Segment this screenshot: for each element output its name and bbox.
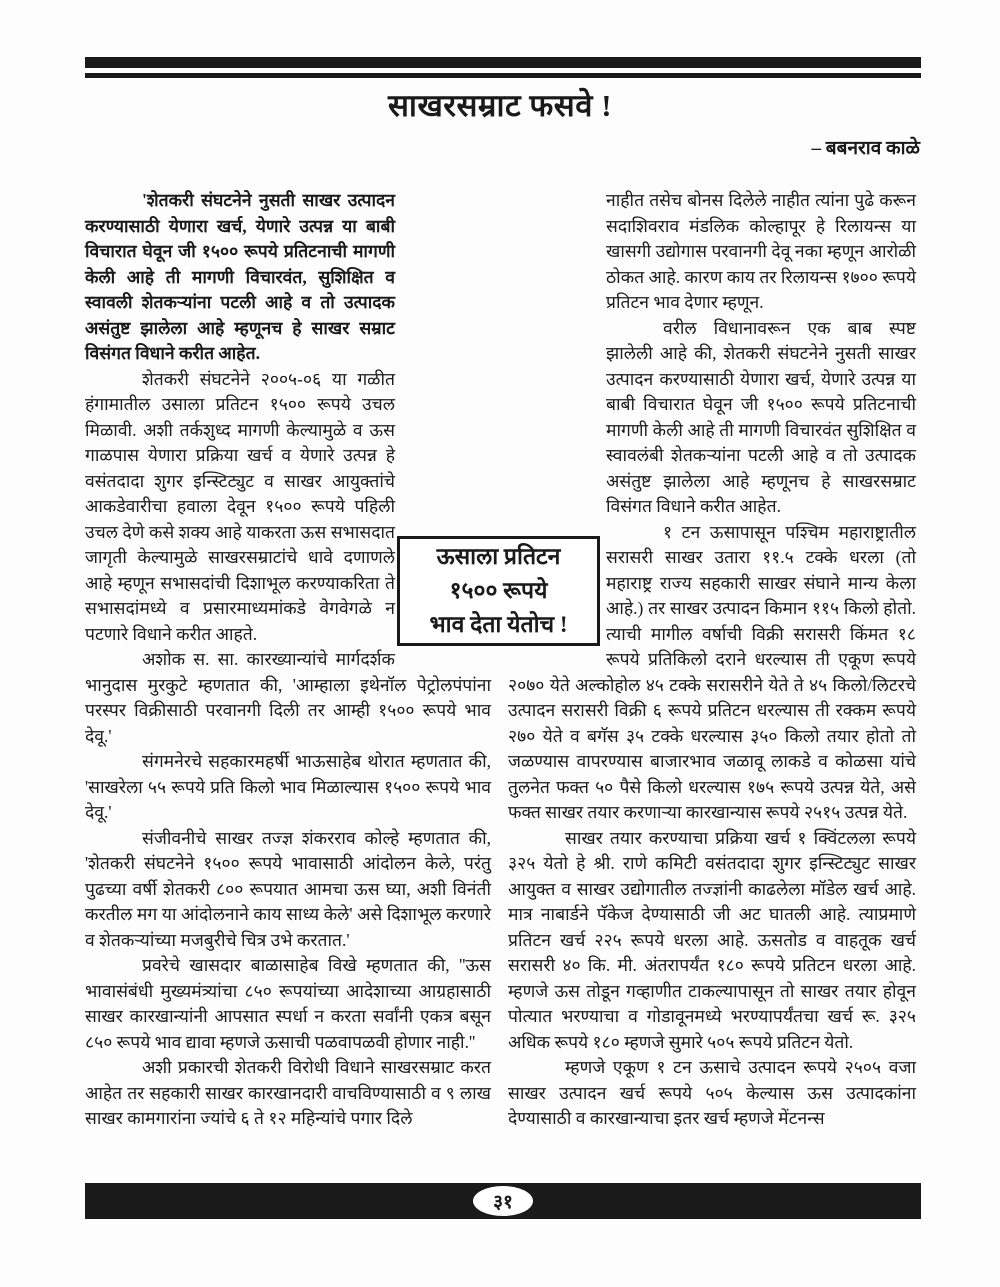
paragraph: अशोक स. सा. कारख्यान्यांचे मार्गदर्शक भानुदास मुरकुटे म्हणतात की, 'आम्हाला इथेनॉल पेट्रोलपंपांना परस्पर विक्रीसाठी परवानगी दिली तर आम्ही १५०० रूपये भाव देवू.'	[85, 649, 491, 746]
page-number-badge	[473, 1186, 533, 1216]
paragraph: म्हणजे एकूण १ टन ऊसाचे उत्पादन रूपये २५०५ वजा साखर उत्पादन खर्च रूपये ५०५ केल्यास ऊस उत्पादकांना देण्यासाठी व कारखान्याचा इतर खर्च म्हणजे मेंटनन्स	[508, 1057, 916, 1128]
header-rule-thick	[85, 57, 921, 68]
highlight-box	[397, 536, 600, 646]
paragraph: नाहीत तसेच बोनस दिलेले नाहीत त्यांना पुढे करून सदाशिवराव मंडलिक कोल्हापूर हे रिलायन्स या खासगी उद्योगास परवानगी देवू नका म्हणून आरोळी ठोकत आहे. कारण काय तर रिलायन्स १७०० रूपये प्रतिटन भाव देणार म्हणून.	[606, 190, 916, 312]
left-column	[85, 188, 491, 1132]
right-column	[508, 188, 916, 1132]
article-title: साखरसम्राट फसवे !	[387, 88, 613, 123]
paragraph: संजीवनीचे साखर तज्ज्ञ शंकरराव कोल्हे म्हणतात की, 'शेतकरी संघटनेने १५०० रूपये भावासाठी आंदोलन केले, परंतु पुढच्या वर्षी शेतकरी ८०० रूपयात आमचा ऊस घ्या, अशी विनंती करतील मग या आंदोलनाने काय साध्य केले' असे दिशाभूल करणारे व शेतकऱ्यांच्या मजबुरीचे चित्र उभे करतात.'	[85, 827, 491, 950]
paragraph: शेतकरी संघटनेने २००५-०६ या गळीत हंगामातील उसाला प्रतिटन १५०० रूपये उचल मिळावी. अशी तर्कशुध्द मागणी केल्यामुळे व ऊस गाळपास येणारा प्रक्रिया खर्च व येणारे उत्पन्न हे वसंतदादा शुगर इन्स्टिट्युट व साखर आयुक्तांचे आकडेवारीचा हवाला देवून १५०० रूपये पहिली उचल देणे कसे शक्य आहे याकरता ऊस सभासदात जागृती केल्यामुळे साखरसम्राटांचे धावे दणाणले आहे म्हणून सभासदांची दिशाभूल करण्याकरिता ते सभासदांमध्ये व प्रसारमाध्यमांकडे वेगवेगळे न पटणारे विधाने करीत आहते.	[85, 368, 395, 644]
footer-bar	[85, 1183, 921, 1219]
highlight-box-line: ऊसाला प्रतिटन	[436, 544, 561, 569]
author-byline: – बबनराव काळे	[811, 138, 920, 159]
paragraph: १ टन ऊसापासून पश्चिम महाराष्ट्रातील सरासरी साखर उतारा ११.५ टक्के धरला (तो महाराष्ट्र राज्य सहकारी साखर संघाने मान्य केला आहे.) तर साखर उत्पादन किमान ११५ किलो होतो. त्याची मागील वर्षाची विक्री सरासरी किंमत १८ रूपये प्रतिकिलो दराने धरल्यास ती एकूण रूपये २०७० येते अल्कोहोल ४५ टक्के सरासरीने येते ते ४५ किलो/लिटरचे उत्पादन सरासरी विक्री ६ रूपये प्रतिटन धरल्यास ती रक्कम रूपये २७० येते व बगॅस ३५ टक्के धरल्यास ३५० किलो तयार होतो तो जळण्यास वापरण्यास बाजारभाव जळावू लाकडे व कोळसा यांचे तुलनेत फक्त ५० पैसे किलो धरल्यास १७५ रूपये उत्पन्न येते, असे फक्त साखर तयार करणाऱ्या कारखान्यास रूपये २५१५ उत्पन्न येते.	[508, 521, 916, 822]
paragraph: संगमनेरचे सहकारमहर्षी भाऊसाहेब थोरात म्हणतात की, 'साखरेला ५५ रूपये प्रति किलो भाव मिळाल्यास १५०० रूपये भाव देवू.'	[85, 751, 491, 822]
highlight-box-line: १५०० रूपये	[449, 578, 548, 603]
highlight-box-line: भाव देता येतोच !	[429, 612, 568, 637]
paragraph: अशी प्रकारची शेतकरी विरोधी विधाने साखरसम्राट करत आहेत तर सहकारी साखर कारखानदारी वाचविण्यासाठी व ९ लाख साखर कामगारांना ज्यांचे ६ ते १२ महिन्यांचे पगार दिले	[85, 1057, 491, 1128]
paragraph: प्रवरेचे खासदार बाळासाहेब विखे म्हणतात की, ''ऊस भावासंबंधी मुख्यमंत्र्यांचा ८५० रूपयांच्या आदेशाच्या आग्रहासाठी साखर कारखान्यांनी आपसात स्पर्धा न करता सर्वांनी एकत्र बसून ८५० रूपये भाव द्यावा म्हणजे ऊसाची पळवापळवी होणार नाही.''	[85, 955, 491, 1052]
paragraph: वरील विधानावरून एक बाब स्पष्ट झालेली आहे की, शेतकरी संघटनेने नुसती साखर उत्पादन करण्यासाठी येणारा खर्च, येणारे उत्पन्न या बाबी विचारात घेवून जी १५०० रूपये प्रतिटनाची मागणी केली आहे ती मागणी विचारवंत सुशिक्षित व स्वावलंबी शेतकऱ्यांना पटली आहे व तो उत्पादक असंतुष्ट झालेला आहे म्हणूनच हे साखरसम्राट विसंगत विधाने करीत आहेत.	[606, 317, 916, 516]
paragraph: 'शेतकरी संघटनेने नुसती साखर उत्पादन करण्यासाठी येणारा खर्च, येणारे उत्पन्न या बाबी विचारात घेवून जी १५०० रूपये प्रतिटनाची मागणी केली आहे ती मागणी विचारवंत, सुशिक्षित व स्वावली शेतकऱ्यांना पटली आहे व तो उत्पादक असंतुष्ट झालेला आहे म्हणूनच हे साखर सम्राट विसंगत विधाने करीत आहेत.	[85, 190, 395, 363]
page-number: ३१	[493, 1192, 513, 1213]
header-rule-thin	[85, 73, 921, 78]
paragraph: साखर तयार करण्याचा प्रक्रिया खर्च १ क्विंटलला रूपये ३२५ येतो हे श्री. राणे कमिटी वसंतदादा शुगर इन्स्टिट्युट साखर आयुक्त व साखर उद्योगातील तज्ज्ञांनी काढलेला मॉडेल खर्च आहे. मात्र नाबार्डने पॅकेज देण्यासाठी जी अट घातली आहे. त्याप्रमाणे प्रतिटन खर्च २२५ रूपये धरला आहे. ऊसतोड व वाहतूक खर्च सरासरी ४० कि. मी. अंतरापर्यंत १८० रूपये प्रतिटन धरला आहे. म्हणजे ऊस तोडून गव्हाणीत टाकल्यापासून तो साखर तयार होवून पोत्यात भरण्याचा व गोडावूनमध्ये भरण्यापर्यंतचा खर्च रू. ३२५ अधिक रूपये १८० म्हणजे सुमारे ५०५ रूपये प्रतिटन येतो.	[508, 827, 916, 1052]
